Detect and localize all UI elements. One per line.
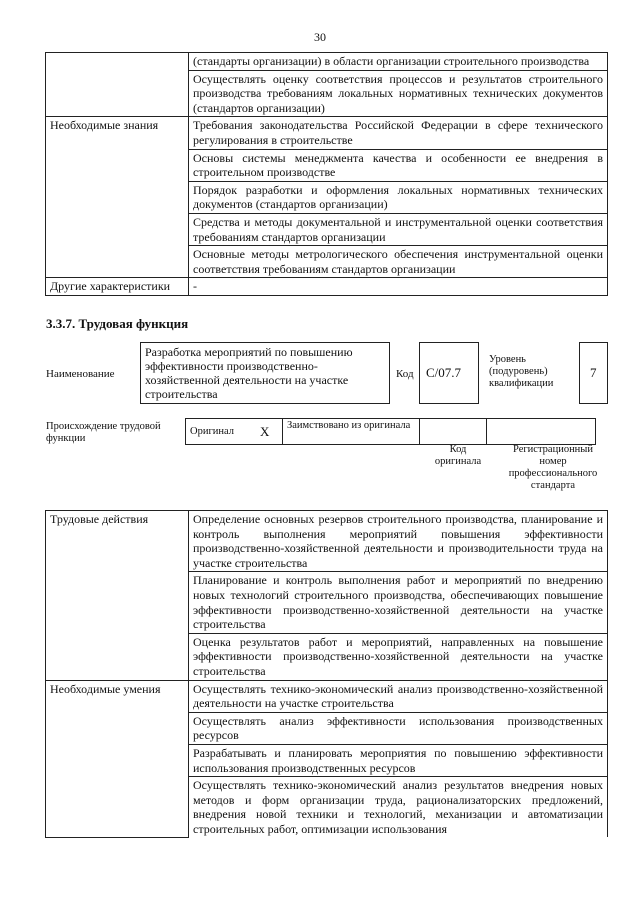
row-label	[46, 53, 189, 117]
row-label: Трудовые действия	[46, 511, 189, 681]
table-cell: Планирование и контроль выполнения работ и мероприятий по внедрению новых технологий строительного производства, обеспечивающих повышение эффективности производственно-хозяйственной деятельности на участке строительства	[189, 572, 608, 633]
row-label: Другие характеристики	[46, 278, 189, 296]
table-cell: Определение основных резервов строительного производства, планирование и контроль выполнения мероприятий повышения эффективности производственно-хозяйственной деятельности и производительности труда на участке строительства	[189, 511, 608, 572]
table-row	[46, 53, 608, 71]
table-row	[46, 117, 608, 149]
table-cell: Оценка результатов работ и мероприятий, направленных на повышение эффективности производственно-хозяйственной деятельности на участке строительства	[189, 633, 608, 680]
origin-table	[185, 418, 596, 445]
level-field: 7	[579, 342, 608, 404]
requirements-table-bottom	[45, 510, 608, 838]
requirements-table-top	[45, 52, 608, 296]
table-cell: Основные методы метрологического обеспечения инструментальной оценки соответствия требованиям стандартов организации	[189, 246, 608, 278]
row-label: Необходимые знания	[46, 117, 189, 278]
table-cell: Средства и методы документальной и инструментальной оценки соответствия требованиям стандартов организации	[189, 213, 608, 245]
table-cell: Требования законодательства Российской Федерации в сфере технического регулирования в строительстве	[189, 117, 608, 149]
code-label: Код	[396, 368, 414, 380]
borrowed-label: Заимствовано из оригинала	[283, 419, 420, 445]
code-original-caption: Код оригинала	[434, 444, 482, 467]
table-row	[46, 680, 608, 712]
level-label: Уровень (подуровень) квалификации	[489, 354, 554, 389]
original-label: Оригинал	[186, 419, 257, 445]
function-name-field: Разработка мероприятий по повышению эффективности производственно-хозяйственной деятельности на участке строительства	[140, 342, 390, 404]
table-row	[46, 511, 608, 572]
table-cell: (стандарты организации) в области организации строительного производства	[189, 53, 608, 71]
reg-number-cell	[487, 419, 596, 445]
table-cell: -	[189, 278, 608, 296]
table-cell: Осуществлять анализ эффективности использования производственных ресурсов	[189, 712, 608, 744]
reg-number-caption: Регистрационный номер профессионального стандарта	[508, 444, 598, 491]
row-label: Необходимые умения	[46, 680, 189, 837]
code-original-cell	[420, 419, 487, 445]
page-number: 30	[314, 30, 326, 44]
function-code-field: С/07.7	[419, 342, 479, 404]
original-mark: X	[256, 419, 283, 445]
table-cell: Осуществлять технико-экономический анализ результатов внедрения новых методов и форм организации труда, рационализаторских предложений, внедрения новой техники и технологий, механизации и автоматизации строительных работ, оптимизации использования	[189, 777, 608, 838]
table-row	[46, 278, 608, 296]
table-cell: Осуществлять оценку соответствия процессов и результатов строительного производства требованиям локальных нормативных технических документов (стандартов организации)	[189, 70, 608, 117]
section-heading: 3.3.7. Трудовая функция	[46, 316, 189, 331]
table-cell: Разрабатывать и планировать мероприятия по повышению эффективности использования производственных ресурсов	[189, 744, 608, 776]
origin-label: Происхождение трудовой функции	[46, 421, 161, 444]
table-cell: Порядок разработки и оформления локальных нормативных технических документов (стандартов организации)	[189, 181, 608, 213]
table-cell: Осуществлять технико-экономический анализ производственно-хозяйственной деятельности на участке строительства	[189, 680, 608, 712]
name-label: Наименование	[46, 368, 115, 380]
table-row	[186, 419, 596, 445]
table-cell: Основы системы менеджмента качества и особенности ее внедрения в строительном производстве	[189, 149, 608, 181]
